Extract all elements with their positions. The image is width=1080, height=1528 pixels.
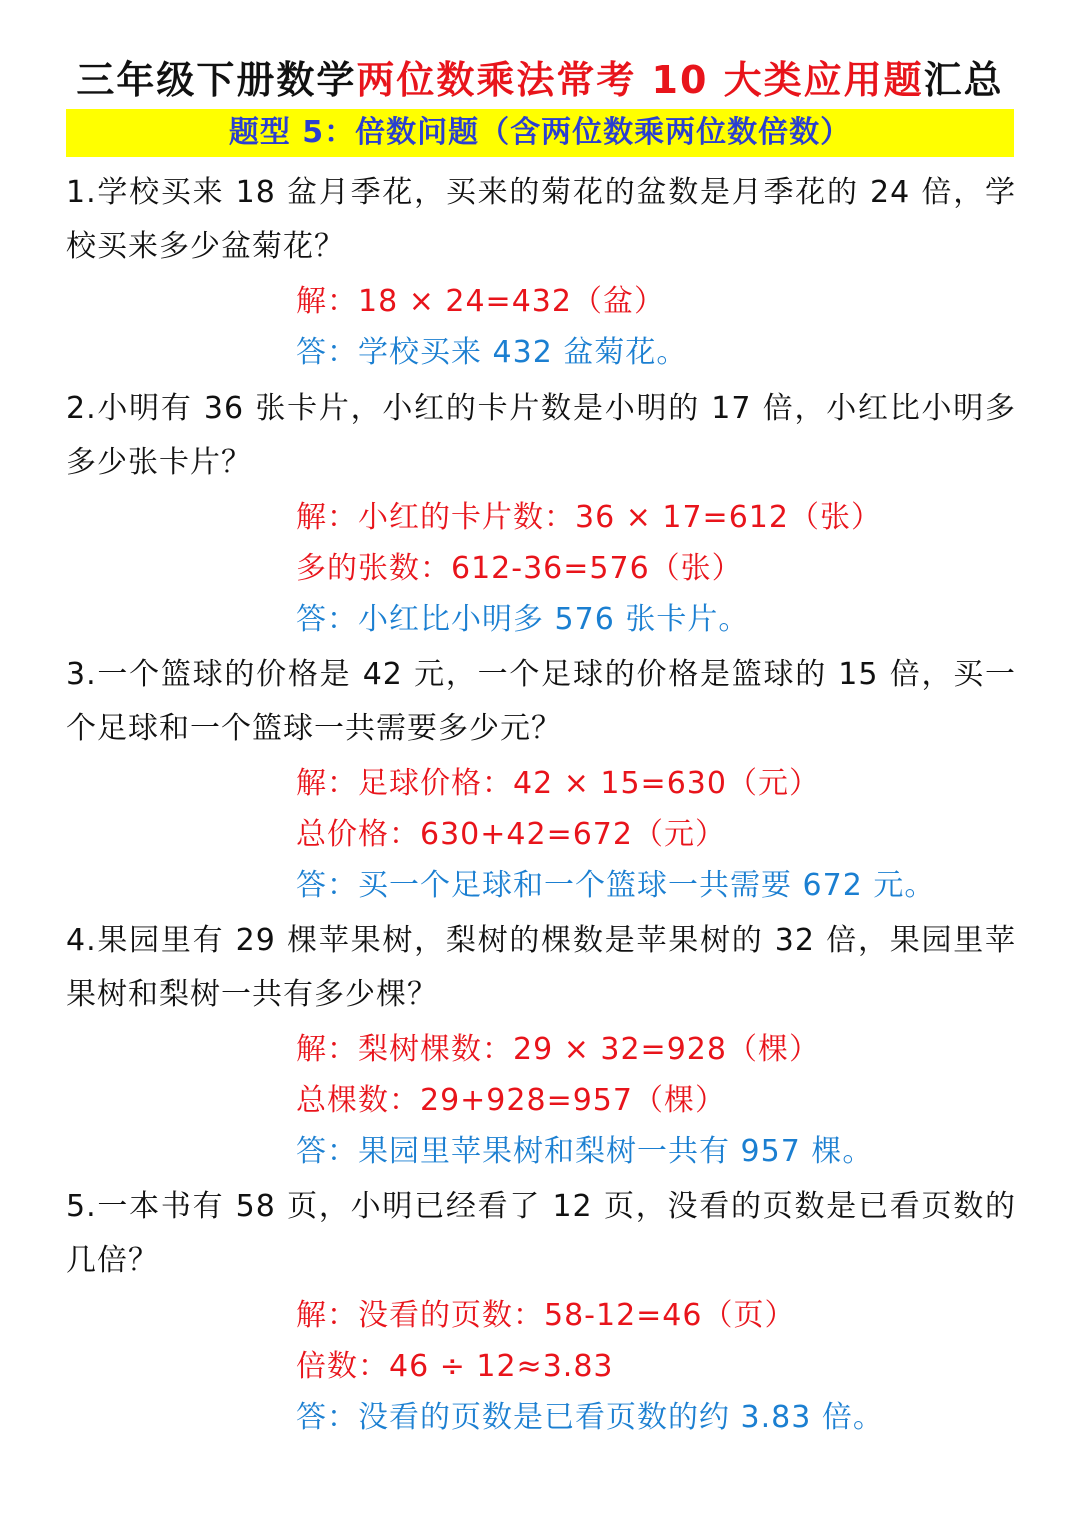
question-text: 3.一个篮球的价格是 42 元，一个足球的价格是篮球的 15 倍，买一个足球和一个篮球一共需要多少元？ xyxy=(66,657,1016,746)
answer-line: 答：买一个足球和一个篮球一共需要 672 元。 xyxy=(296,868,936,903)
answer-line: 答：学校买来 432 盆菊花。 xyxy=(296,335,688,370)
question-text: 1.学校买来 18 盆月季花，买来的菊花的盆数是月季花的 24 倍，学校买来多少盆菊花？ xyxy=(66,175,1016,264)
solution-line: 解：没看的页数：58-12=46（页） xyxy=(296,1298,796,1333)
problem-3 xyxy=(66,648,1016,911)
problem-1 xyxy=(66,166,1016,378)
question-text: 4.果园里有 29 棵苹果树，梨树的棵数是苹果树的 32 倍，果园里苹果树和梨树一共有多少棵？ xyxy=(66,923,1016,1012)
question-text: 2.小明有 36 张卡片，小红的卡片数是小明的 17 倍，小红比小明多多少张卡片？ xyxy=(66,391,1016,480)
question-text: 5.一本书有 58 页，小明已经看了 12 页，没看的页数是已看页数的几倍？ xyxy=(66,1189,1016,1278)
section-banner: 题型 5：倍数问题（含两位数乘两位数倍数） xyxy=(66,109,1014,157)
solution-line: 解：梨树棵数：29 × 32=928（棵） xyxy=(296,1032,820,1067)
answer-line: 答：没看的页数是已看页数的约 3.83 倍。 xyxy=(296,1400,884,1435)
problem-5 xyxy=(66,1180,1016,1443)
solution-line: 总价格：630+42=672（元） xyxy=(296,817,726,852)
problem-2 xyxy=(66,382,1016,645)
solution-line: 倍数：46 ÷ 12≈3.83 xyxy=(296,1349,614,1384)
answer-line: 答：果园里苹果树和梨树一共有 957 棵。 xyxy=(296,1134,874,1169)
solution-line: 解：小红的卡片数：36 × 17=612（张） xyxy=(296,500,882,535)
solution-line: 总棵数：29+928=957（棵） xyxy=(296,1083,726,1118)
title-highlight: 两位数乘法常考 10 大类应用题 xyxy=(356,58,924,102)
solution-line: 解：足球价格：42 × 15=630（元） xyxy=(296,766,820,801)
solution-line: 解：18 × 24=432（盆） xyxy=(296,284,665,319)
answer-line: 答：小红比小明多 576 张卡片。 xyxy=(296,602,750,637)
title-prefix: 三年级下册数学 xyxy=(76,58,357,102)
title-suffix: 汇总 xyxy=(923,58,1004,102)
solution-line: 多的张数：612-36=576（张） xyxy=(296,551,743,586)
page-title xyxy=(0,52,1080,108)
problem-4 xyxy=(66,914,1016,1177)
